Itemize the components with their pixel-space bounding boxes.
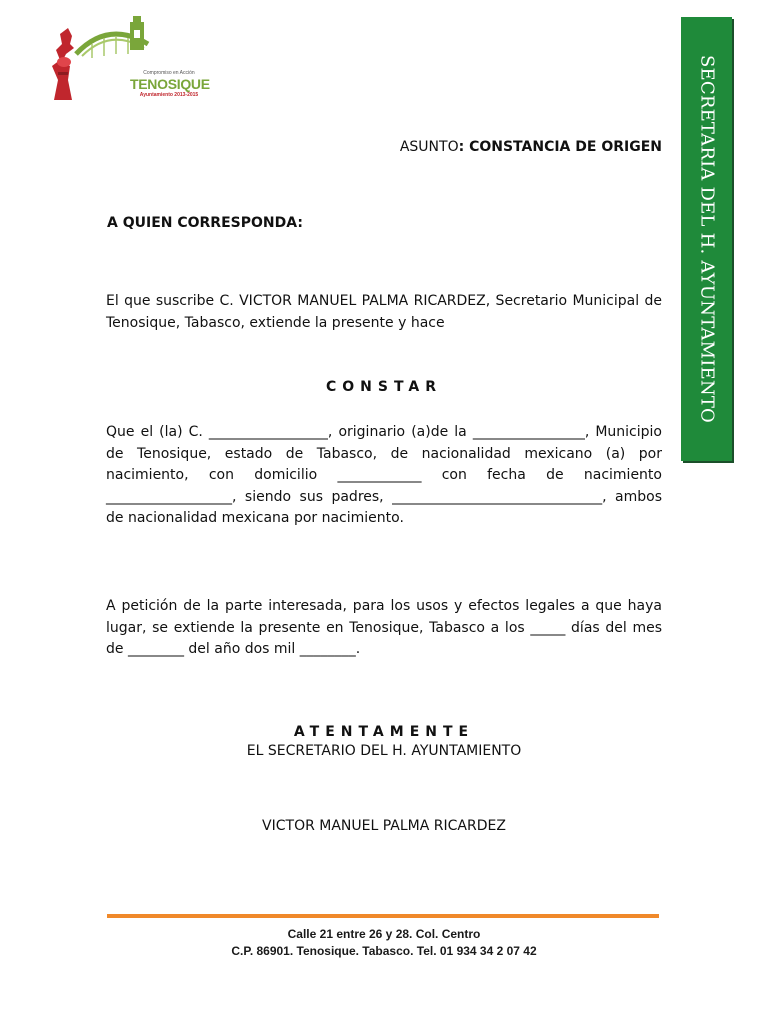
- signer-name: VICTOR MANUEL PALMA RICARDEZ: [262, 818, 506, 834]
- municipal-logo: [48, 14, 210, 108]
- details-paragraph: Que el (la) C. _________________, originario (a)de la ________________, Municipio de Tenosique, estado de Tabasco, de nacionalidad mexicano (a) por nacimiento, con domicilio ____________ con fecha de nacimiento __________________, siendo sus padres, ______________________________, ambos de nacionalidad mexicana por nacimiento.: [106, 424, 662, 527]
- footer-divider: [107, 914, 659, 918]
- intro-paragraph: El que suscribe C. VICTOR MANUEL PALMA RICARDEZ, Secretario Municipal de Tenosique, Tabasco, extiende la presente y hace: [106, 293, 662, 331]
- subject-value: : CONSTANCIA DE ORIGEN: [458, 139, 662, 155]
- logo-text: [130, 70, 208, 98]
- recipient-heading: A QUIEN CORRESPONDA:: [107, 215, 303, 231]
- subject-label: ASUNTO: [399, 139, 459, 155]
- request-paragraph: A petición de la parte interesada, para los usos y efectos legales a que haya lugar, se extiende la presente en Tenosique, Tabasco a los _____ días del mes de ________ del año dos mil ________.: [106, 598, 662, 658]
- footer: [106, 926, 662, 960]
- closing-salutation: ATENTAMENTE: [293, 724, 475, 740]
- footer-contact: C.P. 86901. Tenosique. Tabasco. Tel. 01 934 34 2 07 42: [231, 944, 537, 958]
- side-band: [681, 17, 732, 461]
- footer-address: Calle 21 entre 26 y 28. Col. Centro: [287, 927, 481, 941]
- closing-title: EL SECRETARIO DEL H. AYUNTAMIENTO: [246, 743, 522, 759]
- subject-line: [106, 139, 662, 155]
- constar-heading: CONSTAR: [325, 379, 443, 395]
- logo-name: TENOSIQUE: [130, 76, 210, 92]
- logo-tagline: Compromiso en Acción: [143, 70, 195, 76]
- logo-period: Ayuntamiento 2013-2015: [139, 92, 199, 98]
- closing-block: [106, 723, 662, 761]
- side-band-title: SECRETARIA DEL H. AYUNTAMIENTO: [696, 54, 717, 424]
